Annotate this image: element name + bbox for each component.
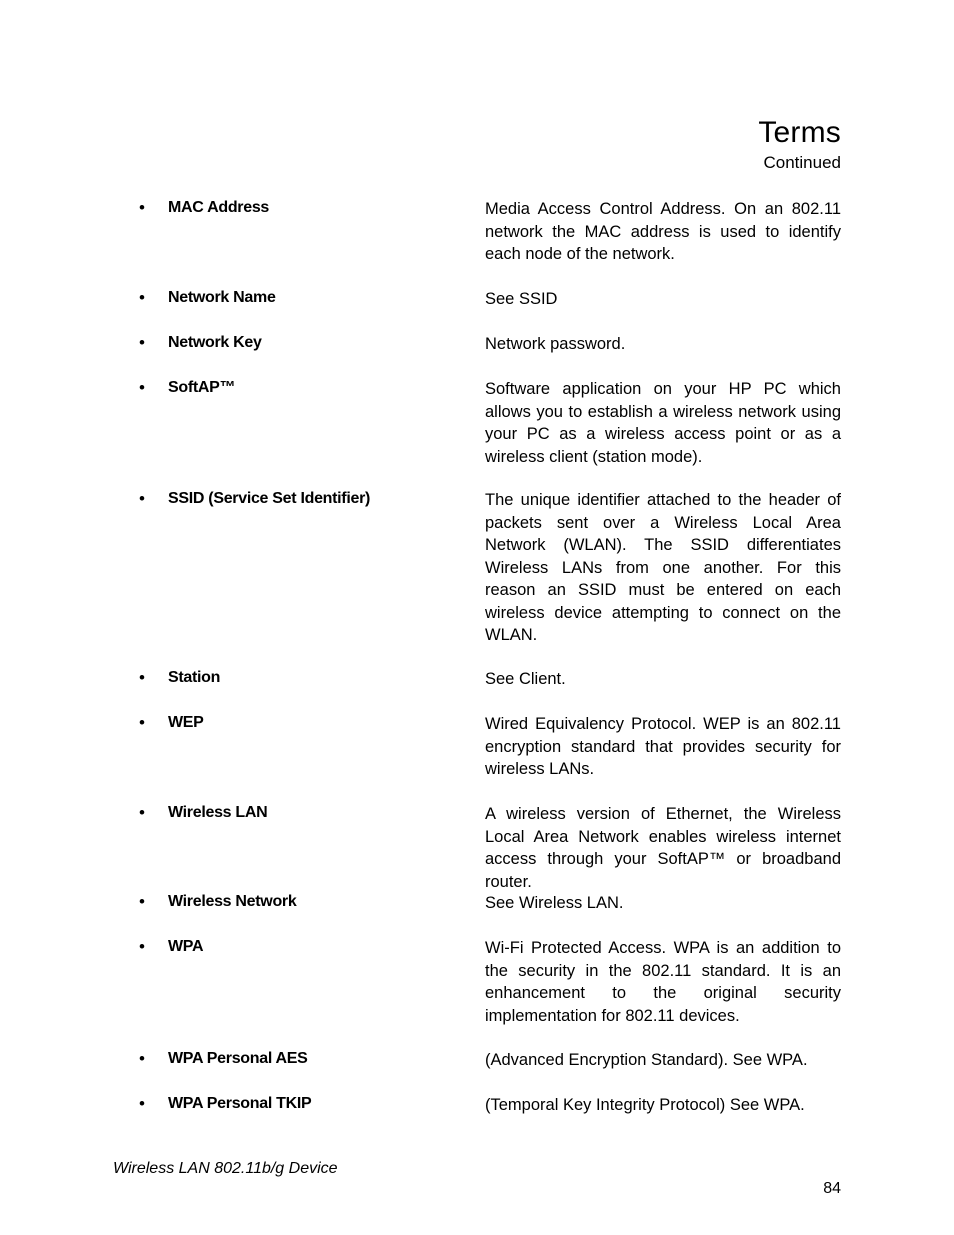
term-name: Wireless Network xyxy=(168,893,297,910)
term-definition: Software application on your HP PC which allows you to establish a wireless network using your PC as a wireless access point or as a wireless client (station mode). xyxy=(485,380,841,466)
term-definition: Wired Equivalency Protocol. WEP is an 802.11 encryption standard that provides security for wireless LANs. xyxy=(485,715,841,778)
term-definition: (Advanced Encryption Standard). See WPA. xyxy=(485,1051,808,1069)
term-name: Station xyxy=(168,669,221,686)
term-name: WPA Personal AES xyxy=(168,1050,308,1067)
term-definition: Network password. xyxy=(485,335,626,353)
term-name: SoftAP™ xyxy=(168,379,236,396)
page-subtitle: Continued xyxy=(763,153,841,172)
term-definition: The unique identifier attached to the header of packets sent over a Wireless Local Area Network (WLAN). The SSID differentiates Wireless LANs from one another. For this reason an SSID must be entered on each wireless device attempting to connect on the WLAN. xyxy=(485,491,841,644)
bullet: • xyxy=(139,668,145,687)
term-name: Network Key xyxy=(168,334,262,351)
bullet: • xyxy=(139,333,145,352)
term-name: Wireless LAN xyxy=(168,804,268,821)
term-definition: A wireless version of Ethernet, the Wireless Local Area Network enables wireless internet access through your SoftAP™ or broadband router. xyxy=(485,805,841,891)
bullet: • xyxy=(139,198,145,217)
bullet: • xyxy=(139,1049,145,1068)
term-name: SSID (Service Set Identifier) xyxy=(168,490,371,507)
page-title: Terms xyxy=(758,116,841,149)
term-definition: Wi-Fi Protected Access. WPA is an addition to the security in the 802.11 standard. It is an enhancement to the original security implementation for 802.11 devices. xyxy=(485,939,841,1025)
term-name: WEP xyxy=(168,714,204,731)
term-definition: See Client. xyxy=(485,670,566,688)
term-definition: See SSID xyxy=(485,290,558,308)
term-name: WPA xyxy=(168,938,204,955)
bullet: • xyxy=(139,378,145,397)
bullet: • xyxy=(139,288,145,307)
term-name: WPA Personal TKIP xyxy=(168,1095,312,1112)
term-definition: (Temporal Key Integrity Protocol) See WPA. xyxy=(485,1096,805,1114)
bullet: • xyxy=(139,1094,145,1113)
footer-document-title: Wireless LAN 802.11b/g Device xyxy=(113,1160,338,1177)
bullet: • xyxy=(139,892,145,911)
bullet: • xyxy=(139,713,145,732)
term-definition: See Wireless LAN. xyxy=(485,894,624,912)
term-name: Network Name xyxy=(168,289,276,306)
page-number: 84 xyxy=(823,1180,841,1197)
bullet: • xyxy=(139,803,145,822)
term-definition: Media Access Control Address. On an 802.11 network the MAC address is used to identify each node of the network. xyxy=(485,200,841,263)
term-name: MAC Address xyxy=(168,199,270,216)
bullet: • xyxy=(139,937,145,956)
bullet: • xyxy=(139,489,145,508)
